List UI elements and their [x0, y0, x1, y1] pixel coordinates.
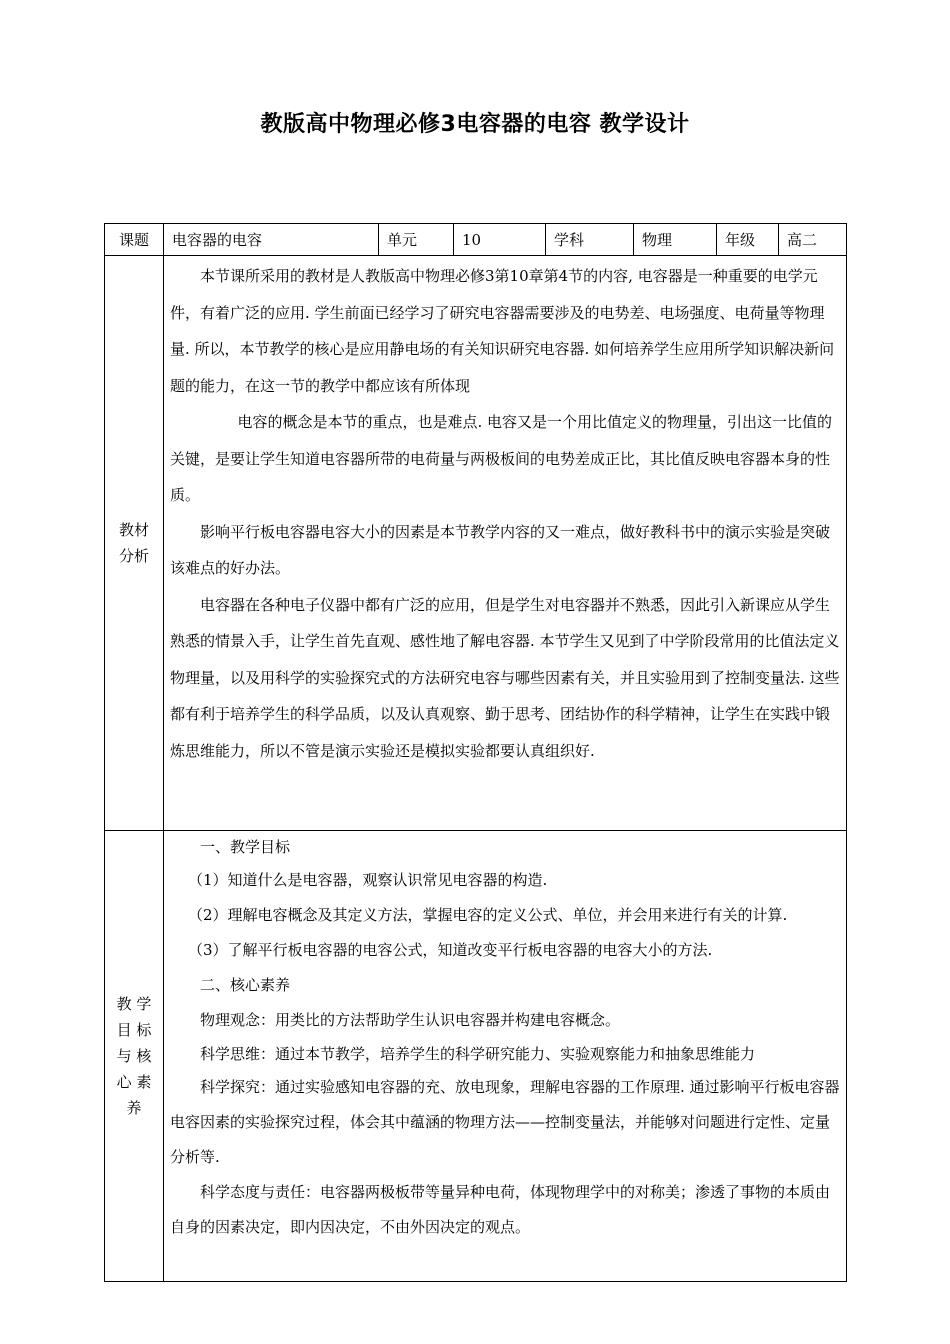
analysis-content: [164, 256, 847, 831]
goals-label-line3: 与 核: [116, 1047, 152, 1065]
core-literacy-heading: 二、核心素养: [200, 976, 291, 994]
header-row: [105, 224, 847, 256]
subject-label: 学科: [546, 224, 634, 256]
unit-label: 单元: [379, 224, 454, 256]
literacy-item: 科学探究：通过实验感知电容器的充、放电现象，理解电容器的工作原理. 通过影响平行板电容器电容因素的实验探究过程，体会其中蕴涵的物理方法——控制变量法，并能够对问题进行定性、定量分析等.: [170, 1078, 840, 1166]
document-title: 教版高中物理必修3电容器的电容 教学设计: [260, 112, 690, 137]
analysis-paragraph: 本节课所采用的教材是人教版高中物理必修3第10章第4节的内容, 电容器是一种重要的电学元件，有着广泛的应用. 学生前面已经学习了研究电容器需要涉及的电势差、电场强度、电荷量等物理量. 所以，本节教学的核心是应用静电场的有关知识研究电容器. 如何培养学生应用所学知识解决新问题的能力，在这一节的教学中都应该有所体现: [170, 267, 835, 395]
goals-label-line4: 心 素: [116, 1073, 152, 1091]
analysis-paragraph: 电容器在各种电子仪器中都有广泛的应用，但是学生对电容器并不熟悉，因此引入新课应从学生熟悉的情景入手，让学生首先直观、感性地了解电容器. 本节学生又见到了中学阶段常用的比值法定义物理量，以及用科学的实验探究式的方法研究电容与哪些因素有关，并且实验用到了控制变量法. 这些都有利于培养学生的科学品质，以及认真观察、勤于思考、团结协作的科学精神，让学生在实践中锻炼思维能力，所以不管是演示实验还是模拟实验都要认真组织好.: [170, 595, 840, 760]
lesson-plan-table: [104, 223, 847, 1282]
goals-row: [105, 831, 847, 1282]
literacy-item: 科学思维：通过本节教学，培养学生的科学研究能力、实验观察能力和抽象思维能力: [200, 1045, 756, 1063]
analysis-paragraph: 电容的概念是本节的重点，也是难点. 电容又是一个用比值定义的物理量，引出这一比值的关键，是要让学生知道电容器所带的电荷量与两极板间的电势差成正比，其比值反映电容器本身的性质。: [170, 413, 833, 504]
analysis-label-line1: 教材: [118, 521, 149, 539]
goal-item: （3）了解平行板电容器的电容公式，知道改变平行板电容器的电容大小的方法.: [188, 941, 713, 959]
goals-label-line2: 目 标: [116, 1021, 152, 1039]
teaching-goals-heading: 一、教学目标: [200, 838, 291, 856]
literacy-item: 物理观念：用类比的方法帮助学生认识电容器并构建电容概念。: [200, 1011, 621, 1029]
goals-label-line1: 教 学: [116, 995, 152, 1013]
goal-item: （1）知道什么是电容器，观察认识常见电容器的构造.: [188, 871, 548, 889]
analysis-label: [105, 256, 164, 831]
goals-label-line5: 养: [126, 1099, 142, 1117]
goals-content: [164, 831, 847, 1282]
topic-label: 课题: [105, 224, 164, 256]
grade-label: 年级: [717, 224, 779, 256]
goals-label: [105, 831, 164, 1282]
subject-value: 物理: [634, 224, 717, 256]
literacy-item: 科学态度与责任：电容器两极板带等量异种电荷，体现物理学中的对称美；渗透了事物的本质由自身的因素决定，即内因决定，不由外因决定的观点。: [170, 1183, 831, 1236]
analysis-row: [105, 256, 847, 831]
unit-value: 10: [454, 224, 546, 256]
grade-value: 高二: [779, 224, 847, 256]
topic-value: 电容器的电容: [164, 224, 379, 256]
analysis-paragraph: 影响平行板电容器电容大小的因素是本节教学内容的又一难点，做好教科书中的演示实验是突破该难点的好办法。: [170, 522, 831, 577]
analysis-label-line2: 分析: [118, 547, 149, 565]
goal-item: （2）理解电容概念及其定义方法，掌握电容的定义公式、单位，并会用来进行有关的计算.: [188, 906, 788, 924]
